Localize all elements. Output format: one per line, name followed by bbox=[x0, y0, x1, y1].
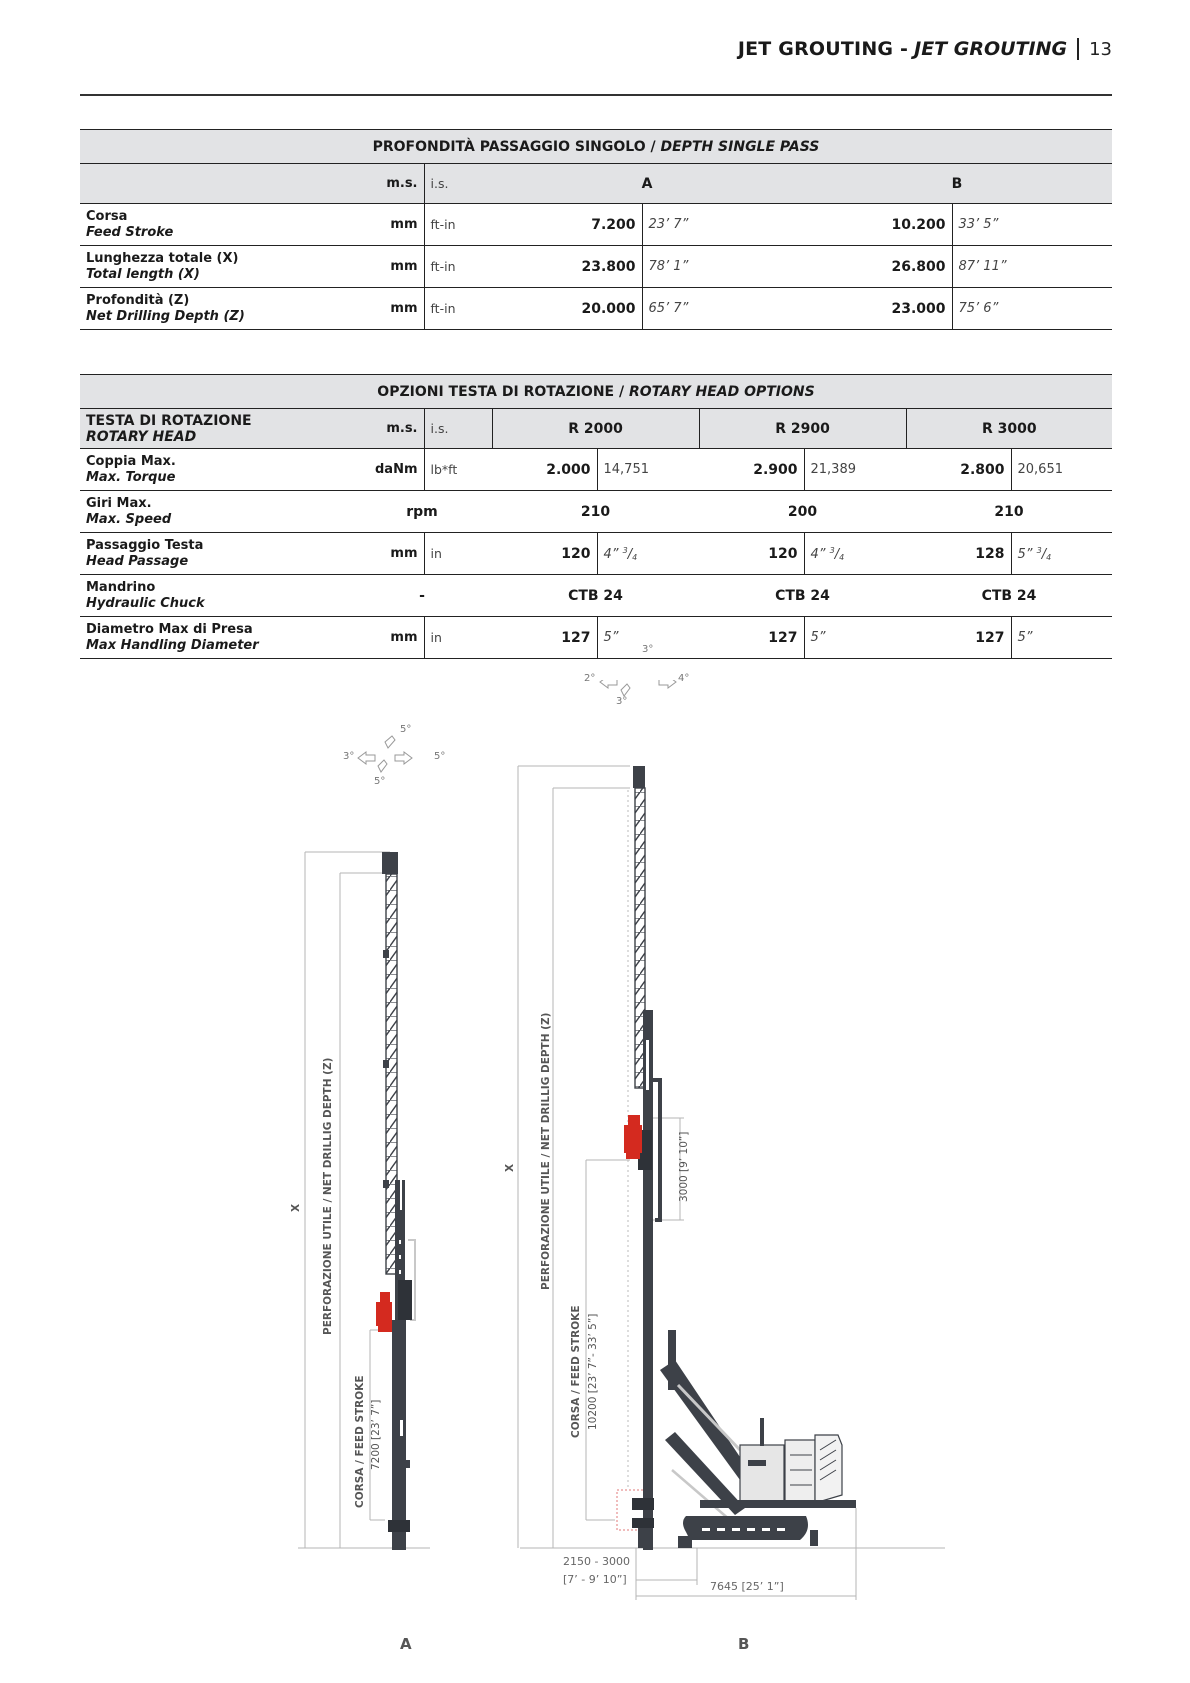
depth-single-pass-table bbox=[80, 129, 1112, 330]
angle-right-a: 5° bbox=[434, 751, 446, 762]
column-header-r2000: R 2000 bbox=[492, 409, 699, 449]
value-b: 10.200 bbox=[802, 204, 952, 246]
row-label-en: Net Drilling Depth (Z) bbox=[86, 308, 245, 324]
row-unit-ms: mm bbox=[352, 533, 424, 575]
fraction-numerator: 3 bbox=[1036, 545, 1042, 555]
row-unit-is: ft-in bbox=[424, 246, 492, 288]
unit-is-header: i.s. bbox=[424, 164, 492, 204]
table-title-it: PROFONDITÀ PASSAGGIO SINGOLO / bbox=[372, 138, 656, 155]
table-header-row bbox=[80, 164, 1112, 204]
value-r2000: 120 bbox=[492, 533, 597, 575]
unit-is-header: i.s. bbox=[424, 409, 492, 449]
value-b: 26.800 bbox=[802, 246, 952, 288]
row-unit-ms: daNm bbox=[352, 449, 424, 491]
row-label-en: Max Handling Diameter bbox=[86, 637, 259, 653]
row-unit-is: in bbox=[424, 533, 492, 575]
value-r2000: 2.000 bbox=[492, 449, 597, 491]
header-label-it: TESTA DI ROTAZIONE bbox=[86, 412, 252, 429]
fraction-denominator: 4 bbox=[839, 552, 845, 562]
rotary-head-a bbox=[376, 1292, 392, 1332]
table-row-speed bbox=[80, 491, 1112, 533]
value-r3000: 127 bbox=[906, 617, 1011, 659]
dim-stroke-a: CORSA / FEED STROKE bbox=[354, 1375, 366, 1508]
row-unit: rpm bbox=[352, 491, 492, 533]
header-rule bbox=[80, 94, 1112, 96]
column-header-b: B bbox=[802, 164, 1112, 204]
row-label-en: Hydraulic Chuck bbox=[86, 595, 205, 611]
table-row-chuck bbox=[80, 575, 1112, 617]
row-label-it: Giri Max. bbox=[86, 495, 152, 511]
inch-whole: 5” bbox=[1017, 546, 1033, 562]
row-label-en: Max. Torque bbox=[86, 469, 176, 485]
row-unit-ms: mm bbox=[352, 204, 424, 246]
row-label-en: Max. Speed bbox=[86, 511, 172, 527]
table-title-en: ROTARY HEAD OPTIONS bbox=[628, 383, 815, 400]
table-row bbox=[80, 246, 1112, 288]
value-b-imperial: 87’ 11” bbox=[952, 246, 1112, 288]
value-r2900-imperial: 21,389 bbox=[804, 449, 906, 491]
row-label-it: Diametro Max di Presa bbox=[86, 621, 253, 637]
row-label-it: Mandrino bbox=[86, 579, 156, 595]
value-a-imperial: 78’ 1” bbox=[642, 246, 802, 288]
rotary-head-b bbox=[624, 1115, 642, 1159]
value-a: 23.800 bbox=[492, 246, 642, 288]
header-title-it: JET GROUTING - bbox=[737, 38, 909, 60]
page-header bbox=[738, 38, 1112, 60]
value-r3000: 128 bbox=[906, 533, 1011, 575]
value-r3000: 2.800 bbox=[906, 449, 1011, 491]
value-r2000-imperial: 5” bbox=[597, 617, 699, 659]
config-label-b: B bbox=[738, 1635, 750, 1653]
table-row bbox=[80, 288, 1112, 330]
row-label-it: Profondità (Z) bbox=[86, 292, 190, 308]
dim-length-b: 7645 [25’ 1”] bbox=[710, 1580, 784, 1593]
value-r2900: CTB 24 bbox=[699, 575, 906, 617]
column-header-r3000: R 3000 bbox=[906, 409, 1112, 449]
value-r3000-imperial: 20,651 bbox=[1011, 449, 1112, 491]
value-r2000-imperial: 4” $^3/_4$ bbox=[597, 533, 699, 575]
value-a: 7.200 bbox=[492, 204, 642, 246]
value-r2000: 127 bbox=[492, 617, 597, 659]
value-r2900: 120 bbox=[699, 533, 804, 575]
value-r3000-imperial: 5” bbox=[1011, 617, 1112, 659]
value-r2900-imperial: 4” $^3/_4$ bbox=[804, 533, 906, 575]
value-b: 23.000 bbox=[802, 288, 952, 330]
machine-b bbox=[624, 766, 856, 1550]
row-unit-ms: mm bbox=[352, 288, 424, 330]
table-header-row bbox=[80, 409, 1112, 449]
value-b-imperial: 75’ 6” bbox=[952, 288, 1112, 330]
value-r3000: CTB 24 bbox=[906, 575, 1112, 617]
dim-offset-imp-b: [7’ - 9’ 10”] bbox=[563, 1573, 627, 1586]
row-unit-is: ft-in bbox=[424, 204, 492, 246]
dim-stroke-value-a: 7200 [23’ 7”] bbox=[370, 1399, 382, 1470]
row-unit-ms: mm bbox=[352, 246, 424, 288]
angle-left-b: 2° bbox=[584, 673, 596, 684]
column-header-r2900: R 2900 bbox=[699, 409, 906, 449]
row-label-it: Corsa bbox=[86, 208, 128, 224]
page-number: 13 bbox=[1089, 38, 1112, 60]
value-r2900-imperial: 5” bbox=[804, 617, 906, 659]
dim-depth-a: PERFORAZIONE UTILE / NET DRILLIG DEPTH (Z) bbox=[322, 1057, 334, 1335]
value-r2900: 200 bbox=[699, 491, 906, 533]
angle-back-b: 3° bbox=[616, 696, 628, 707]
value-b-imperial: 33’ 5” bbox=[952, 204, 1112, 246]
value-r2000-imperial: 14,751 bbox=[597, 449, 699, 491]
row-label-en: Feed Stroke bbox=[86, 224, 174, 240]
inclination-arrows-a bbox=[358, 736, 412, 772]
value-a-imperial: 65’ 7” bbox=[642, 288, 802, 330]
row-unit-is: ft-in bbox=[424, 288, 492, 330]
dim-total-a: X bbox=[290, 1203, 302, 1212]
dim-head-b: 3000 [9’ 10”] bbox=[678, 1131, 690, 1202]
row-unit: - bbox=[352, 575, 492, 617]
dim-stroke-b: CORSA / FEED STROKE bbox=[570, 1305, 582, 1438]
angle-right-b: 4° bbox=[678, 673, 690, 684]
value-r2000: CTB 24 bbox=[492, 575, 699, 617]
row-label-en: Total length (X) bbox=[86, 266, 200, 282]
inclination-arrows-b bbox=[600, 680, 676, 696]
value-a-imperial: 23’ 7” bbox=[642, 204, 802, 246]
table-row-torque bbox=[80, 449, 1112, 491]
fraction-denominator: 4 bbox=[632, 552, 638, 562]
inch-whole: 4” bbox=[810, 546, 826, 562]
fraction-numerator: 3 bbox=[829, 545, 835, 555]
value-a: 20.000 bbox=[492, 288, 642, 330]
unit-ms-header: m.s. bbox=[352, 409, 424, 449]
row-unit-is: lb*ft bbox=[424, 449, 492, 491]
row-label-en: Head Passage bbox=[86, 553, 189, 569]
table-title-row bbox=[80, 130, 1112, 164]
row-label-it: Passaggio Testa bbox=[86, 537, 204, 553]
value-r2000: 210 bbox=[492, 491, 699, 533]
row-unit-is: in bbox=[424, 617, 492, 659]
value-r2900: 2.900 bbox=[699, 449, 804, 491]
table-title-row bbox=[80, 375, 1112, 409]
table-title-en: DEPTH SINGLE PASS bbox=[660, 138, 820, 155]
table-title-it: OPZIONI TESTA DI ROTAZIONE / bbox=[377, 383, 625, 400]
dim-stroke-value-b: 10200 [23’ 7”- 33’ 5”] bbox=[587, 1313, 599, 1430]
table-row-handling bbox=[80, 617, 1112, 659]
angle-left-a: 3° bbox=[343, 751, 355, 762]
dim-depth-b: PERFORAZIONE UTILE / NET DRILLIG DEPTH (Z) bbox=[540, 1012, 552, 1290]
value-r3000: 210 bbox=[906, 491, 1112, 533]
header-label-en: ROTARY HEAD bbox=[86, 428, 197, 445]
fraction-denominator: 4 bbox=[1046, 552, 1052, 562]
drawing-svg bbox=[0, 680, 1190, 1683]
table-row-passage bbox=[80, 533, 1112, 575]
angle-back-a: 5° bbox=[374, 776, 386, 787]
value-r3000-imperial: 5” $^3/_4$ bbox=[1011, 533, 1112, 575]
value-r2900: 127 bbox=[699, 617, 804, 659]
row-label-it: Lunghezza totale (X) bbox=[86, 250, 239, 266]
row-unit-ms: mm bbox=[352, 617, 424, 659]
row-label-it: Coppia Max. bbox=[86, 453, 176, 469]
column-header-a: A bbox=[492, 164, 802, 204]
dim-offset-b: 2150 - 3000 bbox=[563, 1555, 630, 1568]
inch-whole: 4” bbox=[603, 546, 619, 562]
table-row bbox=[80, 204, 1112, 246]
rotary-head-options-table bbox=[80, 374, 1112, 659]
header-title-en: JET GROUTING bbox=[914, 38, 1068, 60]
header-separator bbox=[1077, 38, 1079, 60]
angle-front-a: 5° bbox=[400, 724, 412, 735]
config-label-a: A bbox=[400, 1635, 412, 1653]
dim-total-b: X bbox=[504, 1163, 516, 1172]
fraction-numerator: 3 bbox=[622, 545, 628, 555]
unit-ms-header: m.s. bbox=[352, 164, 424, 204]
angle-front-b: 3° bbox=[642, 644, 654, 655]
